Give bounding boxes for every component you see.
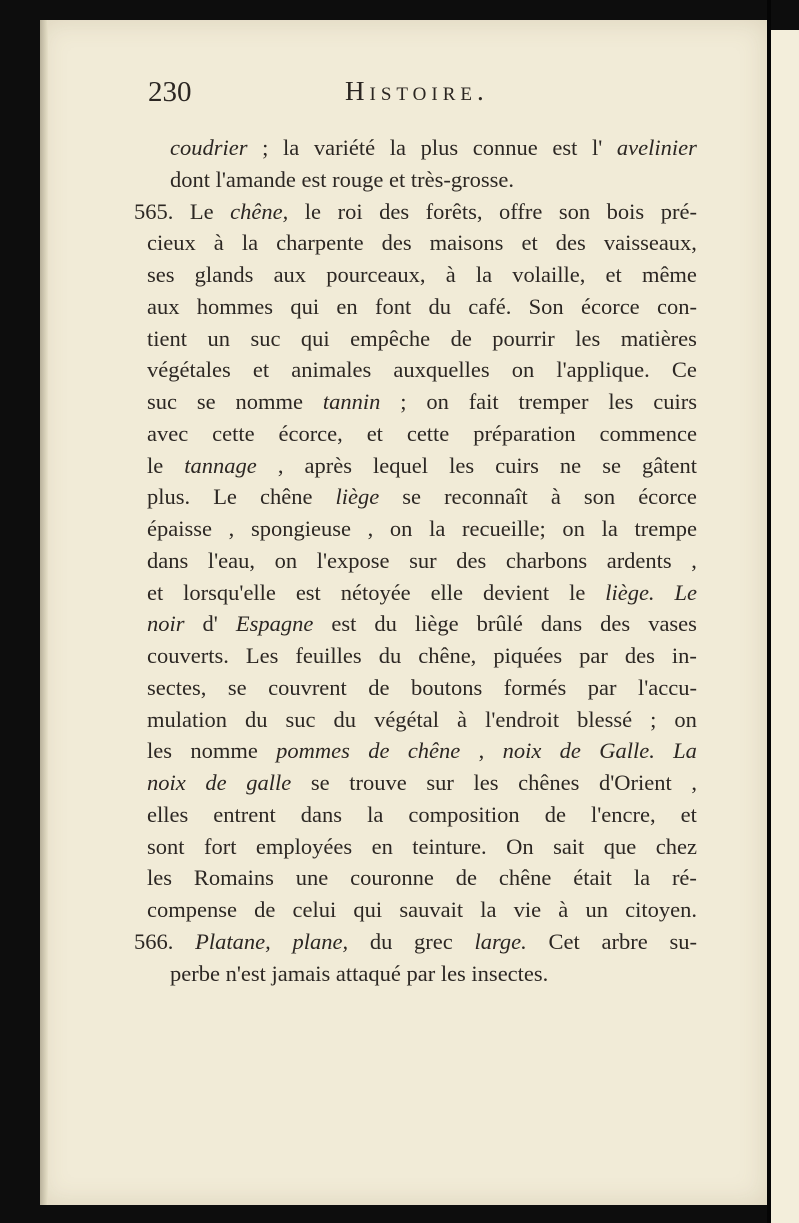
- text-word: un: [207, 325, 230, 351]
- text-word: des: [624, 643, 655, 668]
- text-word: Platane,: [195, 928, 271, 954]
- text-word: nomme: [190, 738, 258, 764]
- text-word: dans: [300, 801, 343, 827]
- text-word: liège.: [605, 579, 655, 605]
- text-word: est: [552, 135, 578, 160]
- text-word: suc: [147, 389, 177, 414]
- text-word: les: [473, 770, 499, 795]
- text-word: grec: [414, 928, 453, 954]
- text-word: vie: [513, 897, 542, 922]
- text-line: [147, 323, 697, 355]
- text-word: vaisseaux,: [603, 230, 697, 256]
- text-word: aux: [147, 293, 180, 319]
- text-word: et: [147, 579, 164, 605]
- text-word: noix: [502, 738, 542, 764]
- text-word: forêts,: [425, 198, 483, 224]
- text-word: les: [575, 325, 601, 351]
- text-word: fort: [203, 833, 237, 859]
- text-word: le: [304, 198, 322, 224]
- text-word: on: [674, 706, 697, 732]
- text-word: chêne: [407, 738, 461, 764]
- text-word: lorsqu'elle: [183, 579, 276, 605]
- text-word: les: [449, 452, 475, 478]
- text-word: maisons: [429, 230, 504, 256]
- text-line: [147, 672, 697, 704]
- text-word: la: [429, 516, 446, 541]
- text-word: écorce,: [278, 420, 343, 446]
- text-word: même: [641, 262, 697, 287]
- text-word: ,: [277, 452, 284, 478]
- text-word: plus.: [147, 484, 191, 510]
- text-word: les: [608, 389, 634, 414]
- text-word: boutons: [411, 674, 483, 700]
- text-word: dans: [540, 611, 583, 637]
- next-page-edge: [771, 30, 799, 1223]
- text-word: des: [600, 611, 631, 637]
- text-word: galle: [246, 770, 292, 795]
- text-word: et: [605, 262, 622, 287]
- text-word: glands: [194, 262, 254, 287]
- text-word: de: [544, 801, 566, 827]
- text-word: in-: [671, 643, 697, 668]
- text-word: Galle.: [599, 738, 655, 764]
- text-word: sur: [409, 547, 437, 573]
- text-word: elles: [147, 801, 189, 827]
- text-word: Le: [213, 484, 237, 510]
- body-text: [134, 132, 697, 989]
- text-word: à: [445, 262, 456, 287]
- text-word: le: [569, 579, 586, 605]
- text-line: [147, 354, 697, 386]
- text-word: la: [389, 135, 406, 160]
- text-word: variété: [313, 135, 376, 160]
- text-word: large.: [474, 928, 527, 954]
- text-word: et: [521, 230, 538, 256]
- text-word: se: [402, 484, 422, 510]
- text-line: [134, 196, 697, 228]
- text-word: ;: [400, 389, 407, 414]
- text-word: sur: [426, 770, 454, 795]
- text-word: à: [550, 484, 561, 510]
- text-word: de: [205, 770, 227, 795]
- text-line: [147, 291, 697, 323]
- text-word: la: [480, 897, 497, 922]
- text-word: du: [428, 293, 451, 319]
- text-line: [147, 132, 697, 164]
- text-word: offre: [499, 198, 543, 224]
- text-word: la: [283, 135, 300, 160]
- text-word: à: [457, 706, 468, 732]
- text-line: [134, 926, 697, 958]
- running-head: Histoire.: [345, 76, 489, 106]
- text-line: [147, 704, 697, 736]
- text-word: ré-: [671, 865, 697, 891]
- text-word: est: [295, 579, 321, 605]
- text-word: Romains: [193, 865, 274, 891]
- text-word: bois: [606, 198, 645, 224]
- text-word: l'eau,: [207, 547, 256, 573]
- text-word: un: [585, 897, 608, 922]
- text-line: [147, 386, 697, 418]
- text-word: cuirs: [653, 389, 697, 414]
- text-word: ne: [559, 452, 582, 478]
- text-word: piquées: [493, 643, 563, 668]
- text-word: après: [304, 452, 352, 478]
- text-word: à: [558, 897, 569, 922]
- text-word: hommes: [196, 293, 274, 319]
- text-word: par: [587, 674, 617, 700]
- text-line: [147, 545, 697, 577]
- text-line: [147, 227, 697, 259]
- text-word: on: [426, 389, 449, 414]
- text-line: [147, 577, 697, 609]
- text-word: dans: [147, 547, 189, 573]
- text-word: en: [336, 293, 358, 319]
- text-word: avec: [147, 420, 189, 446]
- text-line: [147, 164, 697, 196]
- text-word: la: [241, 230, 259, 256]
- text-word: d'Orient: [598, 770, 672, 795]
- text-word: écorce: [638, 484, 697, 510]
- text-word: la: [601, 516, 618, 541]
- text-word: ;: [262, 135, 269, 160]
- text-word: préparation: [473, 420, 576, 446]
- text-line: [147, 831, 697, 863]
- text-word: d': [202, 611, 218, 637]
- text-word: trouve: [349, 770, 407, 795]
- text-line: [147, 418, 697, 450]
- text-word: Espagne: [235, 611, 314, 637]
- text-word: de: [254, 897, 276, 922]
- text-word: on: [562, 516, 585, 541]
- text-word: était: [573, 865, 612, 891]
- text-word: par: [579, 643, 608, 668]
- text-word: noix: [147, 770, 186, 795]
- text-word: des: [379, 198, 410, 224]
- text-word: perbe n'est jamais attaqué par les insectes.: [170, 960, 549, 986]
- text-word: composition: [408, 801, 520, 827]
- text-word: du: [245, 706, 268, 732]
- page-header: [148, 76, 708, 116]
- text-word: écorce: [580, 293, 640, 319]
- text-word: gâtent: [642, 452, 697, 478]
- text-line: [147, 608, 697, 640]
- text-word: son: [583, 484, 616, 510]
- text-word: brûlé: [476, 611, 523, 637]
- text-word: devient: [482, 579, 550, 605]
- text-word: de: [368, 674, 390, 700]
- text-word: Le: [189, 198, 214, 224]
- text-word: employées: [255, 833, 353, 859]
- text-line: [147, 958, 697, 990]
- text-word: des: [456, 547, 487, 573]
- text-word: tannin: [322, 389, 381, 414]
- text-word: se: [196, 389, 216, 414]
- text-word: qui: [353, 897, 383, 922]
- text-line: [147, 259, 697, 291]
- text-word: 566.: [134, 928, 174, 954]
- text-word: su-: [669, 928, 697, 954]
- text-word: qui: [290, 293, 320, 319]
- text-word: chêne,: [230, 198, 289, 224]
- text-word: cette: [212, 420, 255, 446]
- text-word: de: [368, 738, 390, 764]
- text-line: [147, 799, 697, 831]
- text-word: les: [147, 738, 172, 764]
- text-word: des: [381, 230, 412, 256]
- text-word: chêne: [259, 484, 313, 510]
- text-word: nomme: [235, 389, 303, 414]
- text-word: pré-: [660, 198, 697, 224]
- text-word: Le: [674, 579, 697, 605]
- text-word: et: [366, 420, 383, 446]
- text-word: arbre: [601, 928, 648, 954]
- text-word: On: [506, 833, 534, 859]
- text-word: volaille,: [512, 262, 586, 287]
- text-word: suc: [250, 325, 281, 351]
- text-line: [147, 862, 697, 894]
- text-word: chez: [655, 833, 697, 859]
- text-word: l': [591, 135, 603, 160]
- text-word: sectes,: [147, 674, 207, 700]
- page-number: 230: [148, 76, 192, 108]
- text-word: une: [295, 865, 329, 891]
- text-word: recueille;: [462, 516, 546, 541]
- text-word: la: [475, 262, 493, 287]
- text-word: cieux: [147, 230, 196, 256]
- text-word: La: [673, 738, 697, 764]
- text-word: l'encre,: [590, 801, 656, 827]
- text-word: l'applique.: [556, 357, 650, 383]
- text-word: ses: [147, 262, 175, 287]
- text-line: [147, 513, 697, 545]
- text-word: mulation: [147, 706, 227, 732]
- text-word: sauvait: [399, 897, 464, 922]
- text-word: couvrent: [268, 674, 347, 700]
- text-word: font: [374, 293, 412, 319]
- text-word: 565.: [134, 198, 174, 224]
- text-word: se: [602, 452, 621, 478]
- text-word: végétales: [147, 357, 231, 383]
- text-word: fait: [468, 389, 499, 414]
- text-word: ardents: [606, 547, 672, 573]
- text-word: l'endroit: [485, 706, 560, 732]
- text-word: la: [367, 801, 384, 827]
- text-word: ,: [228, 516, 235, 541]
- text-word: Cet: [548, 928, 580, 954]
- text-line: [147, 735, 697, 767]
- text-word: des: [555, 230, 586, 256]
- text-word: sont: [147, 833, 185, 859]
- text-word: du: [378, 643, 402, 668]
- text-word: charpente: [276, 230, 364, 256]
- text-word: pourrir: [492, 325, 555, 351]
- text-word: sait: [553, 833, 585, 859]
- text-word: chêne,: [418, 643, 477, 668]
- text-word: pourceaux,: [326, 262, 426, 287]
- text-line: [147, 767, 697, 799]
- text-word: chênes: [518, 770, 580, 795]
- text-word: est: [331, 611, 357, 637]
- text-line: [147, 894, 697, 926]
- text-word: noir: [147, 611, 185, 637]
- text-word: connue: [472, 135, 538, 160]
- text-word: compense: [147, 897, 237, 922]
- text-line: [147, 481, 697, 513]
- text-word: en: [371, 833, 393, 859]
- text-word: Ce: [671, 357, 697, 383]
- text-word: les: [147, 865, 172, 891]
- text-word: matières: [620, 325, 697, 351]
- text-word: de: [450, 325, 472, 351]
- text-word: reconnaît: [444, 484, 528, 510]
- text-word: à: [213, 230, 224, 256]
- text-word: tannage: [184, 452, 257, 478]
- text-word: café.: [468, 293, 512, 319]
- text-word: teinture.: [412, 833, 487, 859]
- text-word: l'accu-: [637, 674, 697, 700]
- text-word: Les: [245, 643, 279, 668]
- text-word: celui: [292, 897, 337, 922]
- text-word: plane,: [292, 928, 349, 954]
- text-word: et: [252, 357, 270, 383]
- text-word: ,: [691, 770, 697, 795]
- text-word: aux: [273, 262, 307, 287]
- text-word: tremper: [518, 389, 589, 414]
- page-gutter-shadow: [40, 20, 48, 1205]
- text-word: on: [274, 547, 298, 573]
- text-word: épaisse: [147, 516, 212, 541]
- text-word: cuirs: [495, 452, 539, 478]
- text-line: [147, 450, 697, 482]
- text-word: du: [333, 706, 357, 732]
- text-word: de: [455, 865, 477, 891]
- text-line: [147, 640, 697, 672]
- text-word: roi: [337, 198, 363, 224]
- text-word: la: [633, 865, 651, 891]
- text-word: liège: [335, 484, 380, 510]
- text-word: trempe: [634, 516, 697, 541]
- text-word: spongieuse: [250, 516, 351, 541]
- text-word: feuilles: [295, 643, 362, 668]
- text-word: qui: [300, 325, 330, 351]
- text-word: végétal: [374, 706, 440, 732]
- text-word: couverts.: [147, 643, 229, 668]
- text-word: du: [374, 611, 397, 637]
- text-word: ;: [650, 706, 657, 732]
- text-word: auxquelles: [393, 357, 490, 383]
- text-word: de: [559, 738, 581, 764]
- text-word: avelinier: [616, 135, 697, 160]
- text-word: lequel: [373, 452, 429, 478]
- text-word: suc: [285, 706, 316, 732]
- text-word: couronne: [350, 865, 434, 891]
- text-word: citoyen.: [625, 897, 697, 922]
- text-word: Son: [528, 293, 564, 319]
- text-word: cette: [406, 420, 450, 446]
- text-word: liège: [414, 611, 459, 637]
- text-word: empêche: [350, 325, 431, 351]
- text-word: se: [310, 770, 330, 795]
- text-word: que: [603, 833, 637, 859]
- text-word: pommes: [276, 738, 350, 764]
- text-word: et: [680, 801, 697, 827]
- text-word: se: [227, 674, 247, 700]
- text-word: nétoyée: [340, 579, 411, 605]
- text-word: on: [511, 357, 535, 383]
- text-word: animales: [291, 357, 372, 383]
- text-word: dont l'amande est rouge et très-grosse.: [170, 166, 514, 192]
- text-word: ,: [367, 516, 374, 541]
- text-word: le: [147, 452, 164, 478]
- text-word: vases: [648, 611, 697, 637]
- text-word: son: [558, 198, 591, 224]
- text-word: commence: [599, 420, 697, 446]
- text-word: ,: [478, 738, 485, 764]
- text-word: elle: [430, 579, 464, 605]
- text-word: tient: [147, 325, 187, 351]
- text-word: con-: [656, 293, 697, 319]
- text-word: l'expose: [316, 547, 390, 573]
- text-word: du: [369, 928, 393, 954]
- text-word: formés: [503, 674, 567, 700]
- text-word: coudrier: [170, 135, 248, 160]
- text-word: charbons: [505, 547, 588, 573]
- text-word: blessé: [577, 706, 633, 732]
- text-word: on: [389, 516, 413, 541]
- text-word: plus: [420, 135, 459, 160]
- text-word: chêne: [498, 865, 552, 891]
- text-word: ,: [691, 547, 697, 573]
- text-word: entrent: [213, 801, 276, 827]
